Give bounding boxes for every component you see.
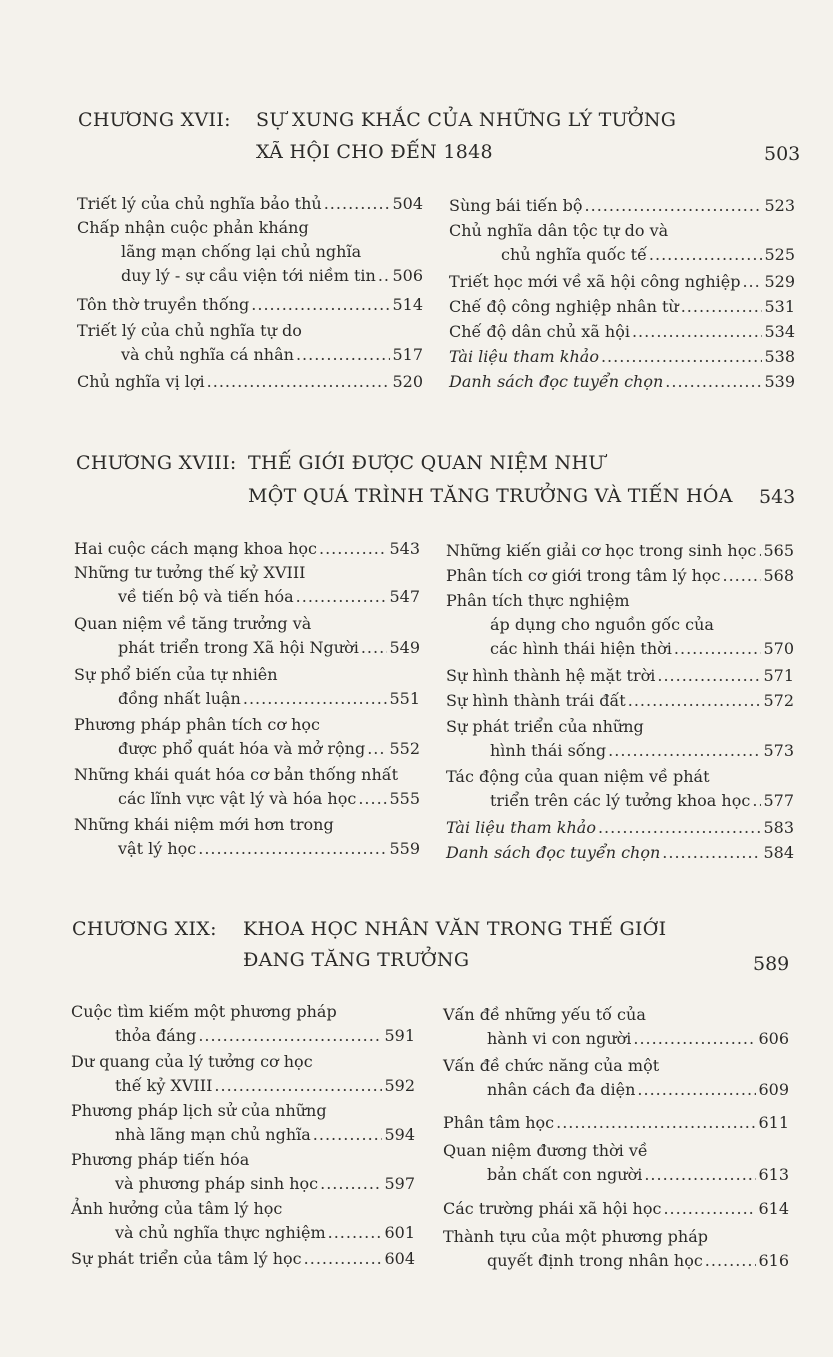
toc-entry: Chế độ công nghiệp nhân từ ..... 531 <box>449 295 795 319</box>
chapter-heading <box>72 918 792 978</box>
toc-entry: Danh sách đọc tuyển chọn ..... 539 <box>449 370 795 394</box>
toc-entry: Sự phát triển của những hình thái sống ..... 573 <box>446 715 794 763</box>
toc-entry: Các trường phái xã hội học ..... 614 <box>443 1197 789 1221</box>
chapter-heading <box>78 109 801 169</box>
chapter-page: 503 <box>764 143 801 165</box>
toc-entry: Phương pháp phân tích cơ học được phổ quát hóa và mở rộng ..... 552 <box>74 713 420 761</box>
toc-entry: Chủ nghĩa dân tộc tự do và chủ nghĩa quốc tế ..... 525 <box>449 219 795 267</box>
toc-entry: Chủ nghĩa vị lợi ..... 520 <box>77 370 423 394</box>
toc-entry: Phương pháp tiến hóa và phương pháp sinh học ..... 597 <box>71 1148 415 1196</box>
chapter-title-line1: THẾ GIỚI ĐƯỢC QUAN NIỆM NHƯ <box>248 452 605 474</box>
toc-entry: Tài liệu tham khảo ..... 538 <box>449 345 795 369</box>
toc-entry: Quan niệm đương thời về bản chất con người ..... 613 <box>443 1139 789 1187</box>
toc-entry: Tôn thờ truyền thống ..... 514 <box>77 293 423 317</box>
toc-entry: Những khái quát hóa cơ bản thống nhất các lĩnh vực vật lý và hóa học ..... 555 <box>74 763 420 811</box>
chapter-label: CHƯƠNG XVII: <box>78 109 231 131</box>
toc-entry: Phân tích cơ giới trong tâm lý học ..... 568 <box>446 564 794 588</box>
toc-entry: Danh sách đọc tuyển chọn ..... 584 <box>446 841 794 865</box>
toc-entry: Tài liệu tham khảo ..... 583 <box>446 816 794 840</box>
toc-entry: Sùng bái tiến bộ ..... 523 <box>449 194 795 218</box>
chapter-page: 543 <box>759 486 796 508</box>
toc-entry: Phân tâm học ..... 611 <box>443 1111 789 1135</box>
toc-entry: Triết học mới về xã hội công nghiệp ..... 529 <box>449 270 795 294</box>
toc-entry: Sự hình thành trái đất ..... 572 <box>446 689 794 713</box>
chapter-title-line1: KHOA HỌC NHÂN VĂN TRONG THẾ GIỚI <box>243 918 667 940</box>
toc-entry: Vấn đề chức năng của một nhân cách đa diện ..... 609 <box>443 1054 789 1102</box>
toc-entry: Ảnh hưởng của tâm lý học và chủ nghĩa thực nghiệm ..... 601 <box>71 1197 415 1245</box>
chapter-heading <box>76 452 796 512</box>
toc-entry: Sự phổ biến của tự nhiên đồng nhất luận ..... 551 <box>74 663 420 711</box>
toc-entry: Quan niệm về tăng trưởng và phát triển trong Xã hội Người ..... 549 <box>74 612 420 660</box>
toc-entry: Vấn đề những yếu tố của hành vi con người ..... 606 <box>443 1003 789 1051</box>
chapter-label: CHƯƠNG XVIII: <box>76 452 237 474</box>
toc-entry: Sự hình thành hệ mặt trời ..... 571 <box>446 664 794 688</box>
chapter-title-line2: ĐANG TĂNG TRƯỞNG <box>243 949 470 971</box>
toc-entry: Chế độ dân chủ xã hội ..... 534 <box>449 320 795 344</box>
chapter-title-line1: SỰ XUNG KHẮC CỦA NHỮNG LÝ TƯỞNG <box>256 109 677 131</box>
toc-entry: Triết lý của chủ nghĩa tự do và chủ nghĩa cá nhân ..... 517 <box>77 319 423 367</box>
toc-entry: Tác động của quan niệm về phát triển trên các lý tưởng khoa học ..... 577 <box>446 765 794 813</box>
chapter-title-line2: XÃ HỘI CHO ĐẾN 1848 <box>256 141 493 163</box>
toc-entry: Những kiến giải cơ học trong sinh học ..... 565 <box>446 539 794 563</box>
toc-entry: Những tư tưởng thế kỷ XVIII về tiến bộ và tiến hóa ..... 547 <box>74 561 420 609</box>
toc-entry: Thành tựu của một phương pháp quyết định trong nhân học ..... 616 <box>443 1225 789 1273</box>
toc-entry: Sự phát triển của tâm lý học ..... 604 <box>71 1247 415 1271</box>
toc-entry: Triết lý của chủ nghĩa bảo thủ ..... 504 <box>77 192 423 216</box>
toc-entry: Hai cuộc cách mạng khoa học ..... 543 <box>74 537 420 561</box>
toc-entry: Những khái niệm mới hơn trong vật lý học ..... 559 <box>74 813 420 861</box>
toc-entry: Phương pháp lịch sử của những nhà lãng mạn chủ nghĩa ..... 594 <box>71 1099 415 1147</box>
toc-entry: Phân tích thực nghiệm áp dụng cho nguồn gốc của các hình thái hiện thời ..... 570 <box>446 589 794 661</box>
chapter-page: 589 <box>753 953 790 975</box>
chapter-title-line2: MỘT QUÁ TRÌNH TĂNG TRƯỞNG VÀ TIẾN HÓA <box>248 485 733 507</box>
chapter-label: CHƯƠNG XIX: <box>72 918 217 940</box>
toc-entry: Dư quang của lý tưởng cơ học thế kỷ XVIII ..... 592 <box>71 1050 415 1098</box>
toc-entry: Chấp nhận cuộc phản kháng lãng mạn chống lại chủ nghĩa duy lý - sự cầu viện tới niềm tin ..... 506 <box>77 216 423 288</box>
toc-entry: Cuộc tìm kiếm một phương pháp thỏa đáng ..... 591 <box>71 1000 415 1048</box>
